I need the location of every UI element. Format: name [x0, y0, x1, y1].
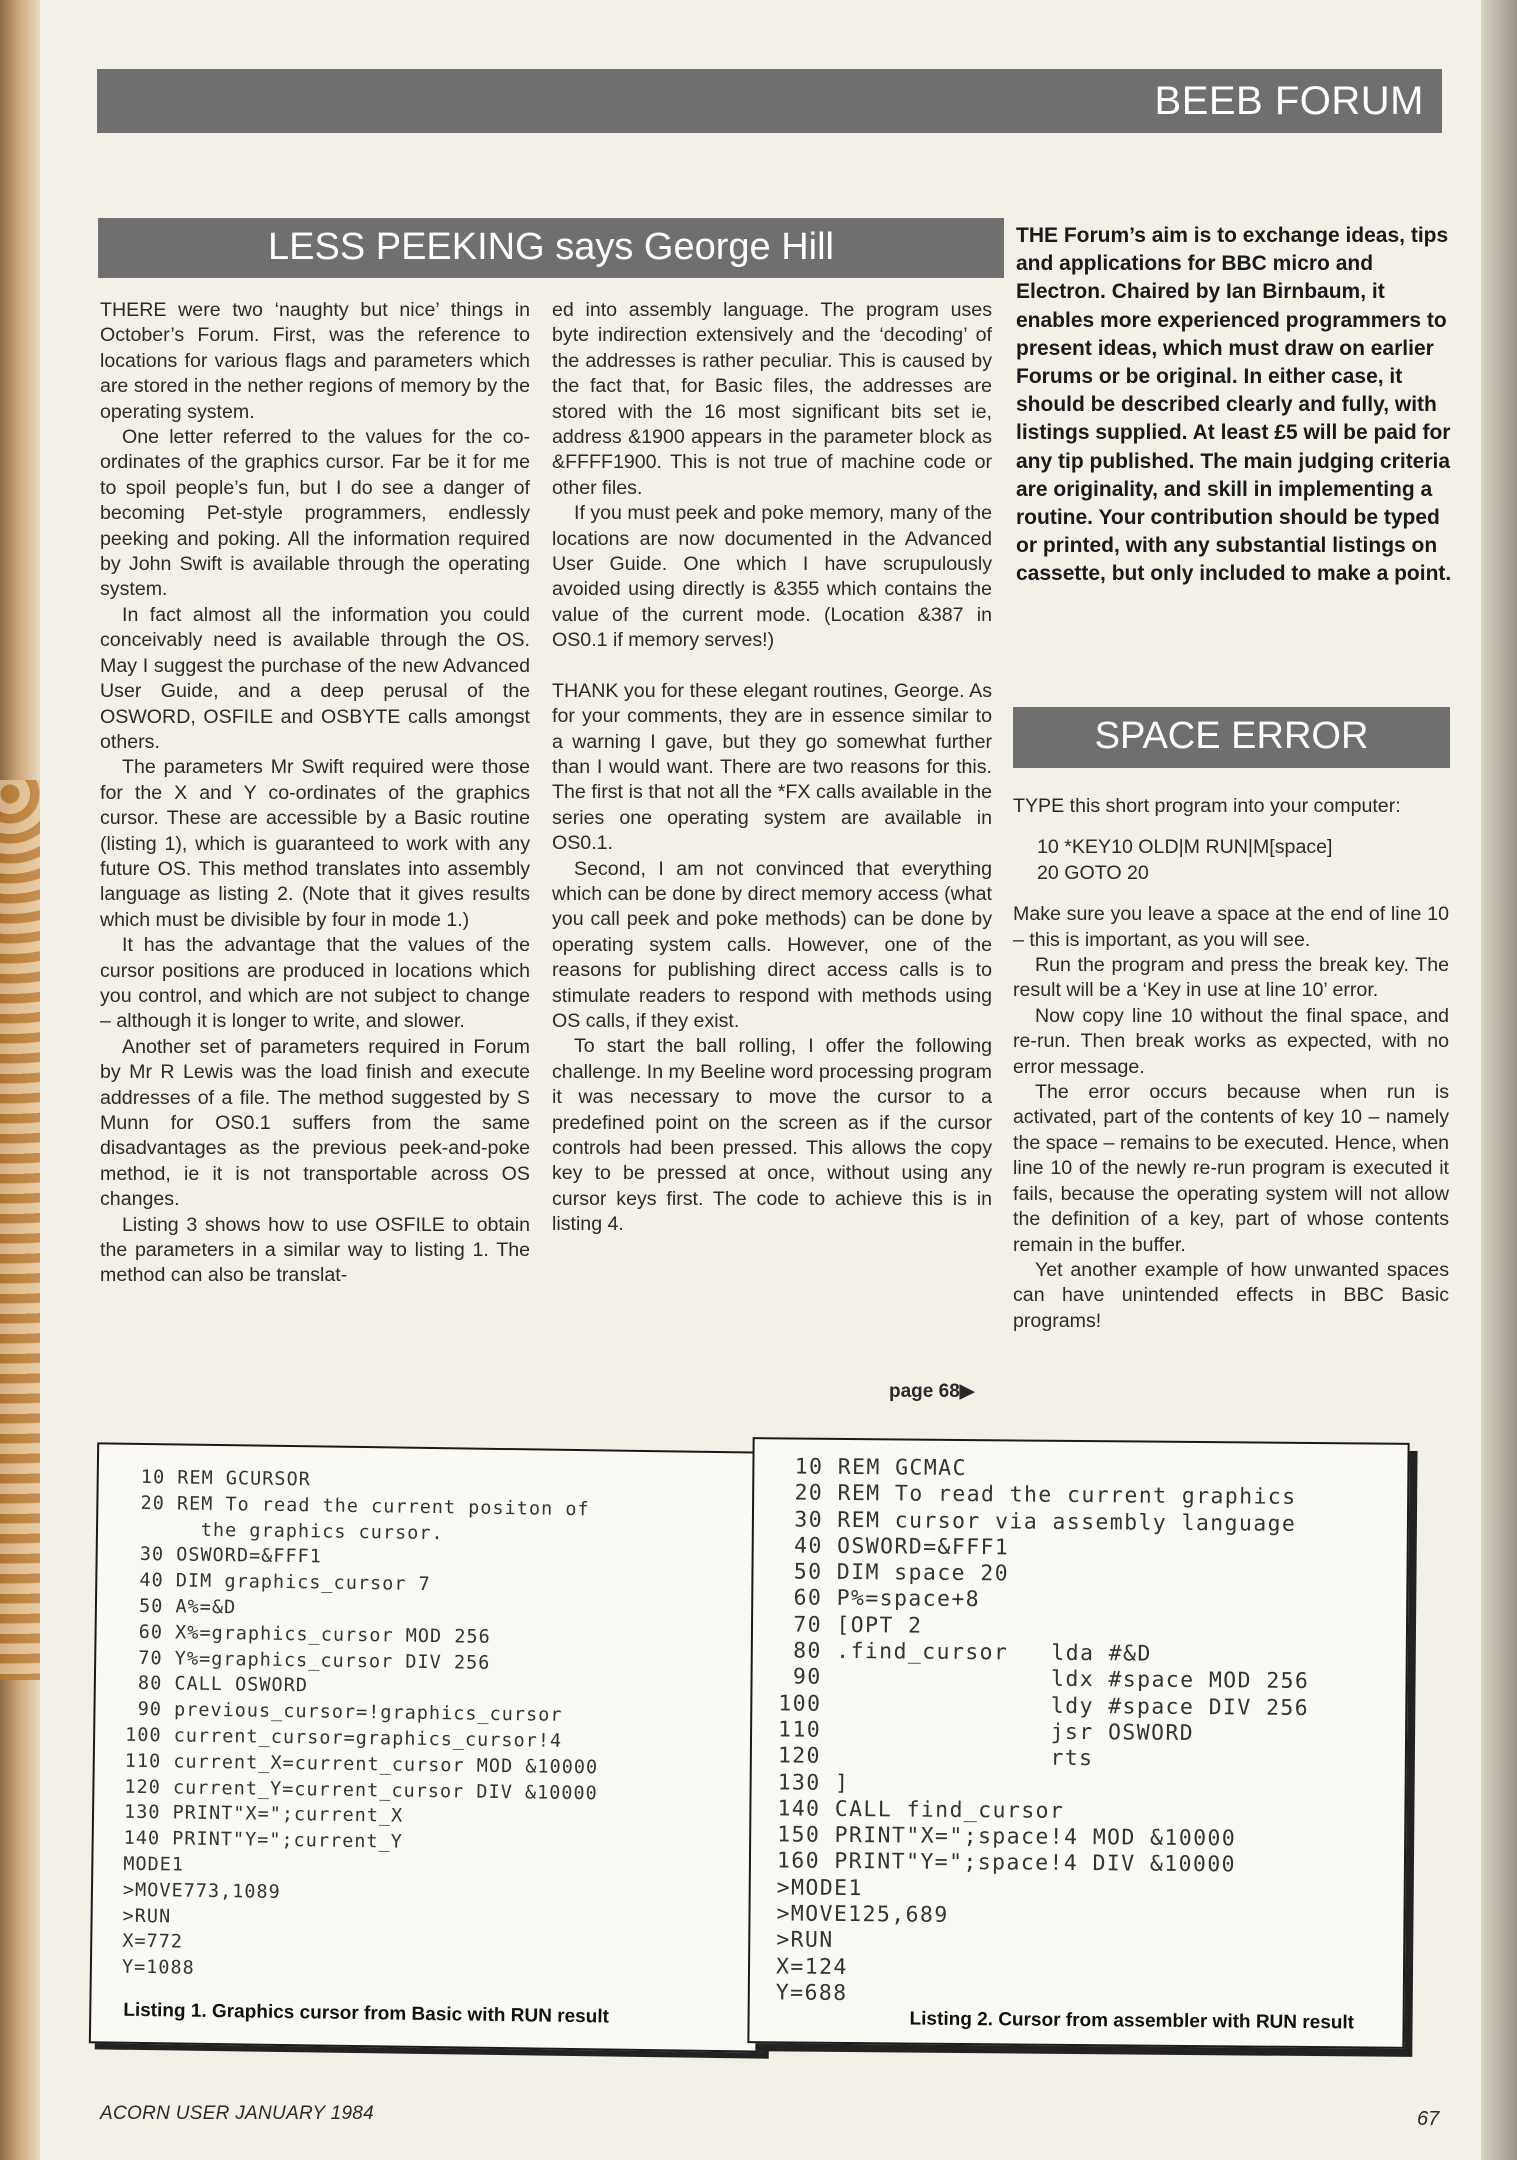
reply-paragraph: THANK you for these elegant routines, George. As for your comments, they are in essence similar to a warning I gave, but they go somewhat further than I would want. There are two reasons for this. The first is that not all the *FX calls available in the series one operating system are available in OS0.1. [552, 679, 992, 855]
paragraph: THERE were two ‘naughty but nice’ things in October’s Forum. First, was the reference to locations for various flags and parameters which are stored in the nether regions of memory by the operating system. [100, 299, 530, 423]
paragraph: In fact almost all the information you could conceivably need is available through the OS. May I suggest the purchase of the new Advanced User Guide, and a deep perusal of the OSWORD, OSFILE and OSBYTE calls amongst others. [100, 603, 530, 753]
section-title: BEEB FORUM [1154, 79, 1424, 123]
code-line: MODE1 [123, 1853, 185, 1876]
code-line: >RUN [122, 1905, 172, 1927]
code-line: 110 jsr OSWORD [777, 1717, 1195, 1746]
article1-column-1 [100, 298, 530, 1289]
article1-column-2 [552, 298, 992, 1238]
code-line: >MODE1 [776, 1875, 863, 1901]
background-pattern [0, 780, 40, 1680]
paragraph: Make sure you leave a space at the end of line 10 – this is important, as you will see. [1013, 903, 1449, 951]
code-line: 140 PRINT"Y=";current_Y [123, 1827, 404, 1853]
inline-code [1037, 835, 1449, 886]
code-line: 10 REM GCURSOR [128, 1466, 311, 1491]
code-line: 90 previous_cursor=!graphics_cursor [125, 1698, 563, 1727]
listing-1 [89, 1442, 771, 2052]
listing-2 [747, 1437, 1409, 2049]
code-line: Y=1088 [121, 1956, 195, 1979]
code-line: 20 REM To read the current graphics [780, 1480, 1297, 1511]
code-line: 10 *KEY10 OLD|M RUN|M[space] [1037, 836, 1333, 859]
code-line: 20 GOTO 20 [1037, 861, 1149, 884]
code-line: X=124 [775, 1954, 848, 1980]
paragraph: Yet another example of how unwanted spaces can have unintended effects in BBC Basic programs! [1013, 1258, 1449, 1332]
article2-title-bar [1013, 707, 1450, 768]
code-line: 100 ldy #space DIV 256 [778, 1691, 1310, 1721]
page-edge-left [0, 0, 40, 2160]
section-header [97, 69, 1442, 133]
code-line: 110 current_X=current_cursor MOD &10000 [124, 1750, 599, 1779]
listing-2-code [776, 1454, 1312, 2011]
listing-1-code [122, 1465, 603, 1987]
paragraph: ed into assembly language. The program uses byte indirection extensively and the ‘decoding’ of the addresses is rather peculiar. This is caused by the fact that, for Basic files, the addresses are stored with the 16 most significant bits set ie, address &1900 appears in the parameter block as &FFFF1900. This is not true of machine code or other files. [552, 299, 992, 499]
code-line: 50 A%=&D [126, 1595, 237, 1619]
code-line: 70 Y%=graphics_cursor DIV 256 [126, 1647, 491, 1674]
code-line: >MOVE125,689 [776, 1901, 949, 1928]
paragraph: The parameters Mr Swift required were those for the X and Y co-ordinates of the graphics cursor. These are accessible by a Basic routine (listing 1), which is guaranteed to work with any future OS. This method translates into assembly language as listing 2. (Note that it gives results which must be divisible by four in mode 1.) [100, 756, 530, 931]
article2-title: SPACE ERROR [1094, 715, 1369, 757]
code-line: 120 rts [777, 1743, 1094, 1772]
article1-title-bar [98, 218, 1004, 278]
reply-paragraph: Second, I am not convinced that everything which can be done by direct memory access (what you call peek and poke methods) can be done by operating system calls. However, one of the reasons for publishing direct access calls is to stimulate readers to respond with methods using OS calls, if they exist. [552, 857, 992, 1032]
code-line: 120 current_Y=current_cursor DIV &10000 [124, 1776, 598, 1804]
paragraph: If you must peek and poke memory, many of the locations are now documented in the Advanced User Guide. One which I have scrupulously avoided using directly is &355 which contains the value of the current mode. (Location &387 in OS0.1 if memory serves!) [552, 502, 992, 652]
reply-paragraph: To start the ball rolling, I offer the following challenge. In my Beeline word processing program it was necessary to move the cursor to a predefined point on the screen as if the cursor controls had been pressed. This allows the copy key to be pressed at once, without using any cursor keys first. The code to achieve this is in listing 4. [552, 1035, 992, 1236]
code-line: 80 CALL OSWORD [125, 1673, 309, 1697]
code-line: 100 current_cursor=graphics_cursor!4 [124, 1724, 563, 1752]
paragraph: The error occurs because when run is activated, part of the contents of key 10 – namely the space – remains to be executed. Hence, when line 10 of the newly re-run program is executed it fails, because the operating system will not allow the definition of a key, part of whose contents remain in the buffer. [1013, 1081, 1449, 1256]
paragraph: TYPE this short program into your computer: [1013, 795, 1401, 817]
paragraph: It has the advantage that the values of the cursor positions are produced in locations which you control, and which are not subject to change – although it is longer to write, and slower. [100, 934, 530, 1033]
code-line: Y=688 [775, 1980, 848, 2006]
article2-column [1013, 794, 1449, 1334]
code-line: 80 .find_cursor lda #&D [778, 1638, 1152, 1667]
code-line: 130 ] [777, 1769, 850, 1796]
paragraph: Listing 3 shows how to use OSFILE to obtain the parameters in a similar way to listing 1. The method can also be translat- [100, 1213, 530, 1287]
footer-magazine: ACORN USER JANUARY 1984 [100, 2103, 375, 2124]
page-edge-right [1481, 0, 1517, 2160]
code-line: 20 REM To read the current positon of [128, 1492, 590, 1521]
listing-2-caption: Listing 2. Cursor from assembler with RUN result [909, 2008, 1355, 2034]
footer-page-number: 67 [1417, 2108, 1440, 2130]
listing-1-caption: Listing 1. Graphics cursor from Basic with RUN result [123, 1999, 610, 2028]
code-line: 90 ldx #space MOD 256 [778, 1664, 1310, 1695]
code-line: 60 X%=graphics_cursor MOD 256 [126, 1621, 491, 1648]
code-line: 10 REM GCMAC [780, 1454, 967, 1482]
code-line: >MOVE773,1089 [122, 1879, 281, 1903]
code-line: >RUN [776, 1927, 834, 1954]
code-line: 30 OSWORD=&FFF1 [127, 1544, 323, 1568]
paragraph: Another set of parameters required in Forum by Mr R Lewis was the load finish and execute addresses of a file. The method suggested by S Munn for OS0.1 suffers from the same disadvantages as the previous peek-and-poke method, ie it is not transportable across OS changes. [100, 1035, 530, 1211]
code-line: 130 PRINT"X=";current_X [123, 1802, 404, 1827]
code-line: 70 [OPT 2 [778, 1612, 923, 1639]
code-line: 150 PRINT"X=";space!4 MOD &10000 [777, 1822, 1237, 1852]
code-line: 160 PRINT"Y=";space!4 DIV &10000 [776, 1848, 1237, 1878]
code-line: the graphics cursor. [127, 1518, 444, 1544]
article1-title: LESS PEEKING says George Hill [268, 226, 834, 268]
code-line: X=772 [122, 1931, 184, 1953]
forum-aim-text: THE Forum’s aim is to exchange ideas, tips and applications for BBC micro and Electron. Chaired by Ian Birnbaum, it enables more experienced programmers to present ideas, which must draw on earlier Forums or be original. In either case, it should be described clearly and fully, with listings supplied. At least £5 will be paid for any tip published. The main judging criteria are originality, and skill in implementing a routine. Your contribution should be typed or printed, with any substantial listings on cassette, but only included to make a point. [1016, 224, 1452, 586]
code-line: 50 DIM space 20 [779, 1559, 1010, 1587]
page-continuation: page 68▶ [889, 1381, 975, 1402]
code-line: 30 REM cursor via assembly language [779, 1506, 1297, 1537]
paragraph: Run the program and press the break key. The result will be a ‘Key in use at line 10’ error. [1013, 954, 1449, 1002]
code-line: 60 P%=space+8 [779, 1585, 981, 1613]
code-line: 40 DIM graphics_cursor 7 [127, 1569, 431, 1596]
paragraph: Now copy line 10 without the final space, and re-run. Then break works as expected, with no error message. [1013, 1004, 1449, 1078]
code-line: 40 OSWORD=&FFF1 [779, 1533, 1010, 1561]
code-line: 140 CALL find_cursor [777, 1796, 1065, 1824]
paragraph: One letter referred to the values for the co-ordinates of the graphics cursor. Far be it for me to spoil people’s fun, but I do see a danger of becoming Pet-style programmers, endlessly peeking and poking. All the information required by John Swift is available through the operating system. [100, 426, 530, 601]
